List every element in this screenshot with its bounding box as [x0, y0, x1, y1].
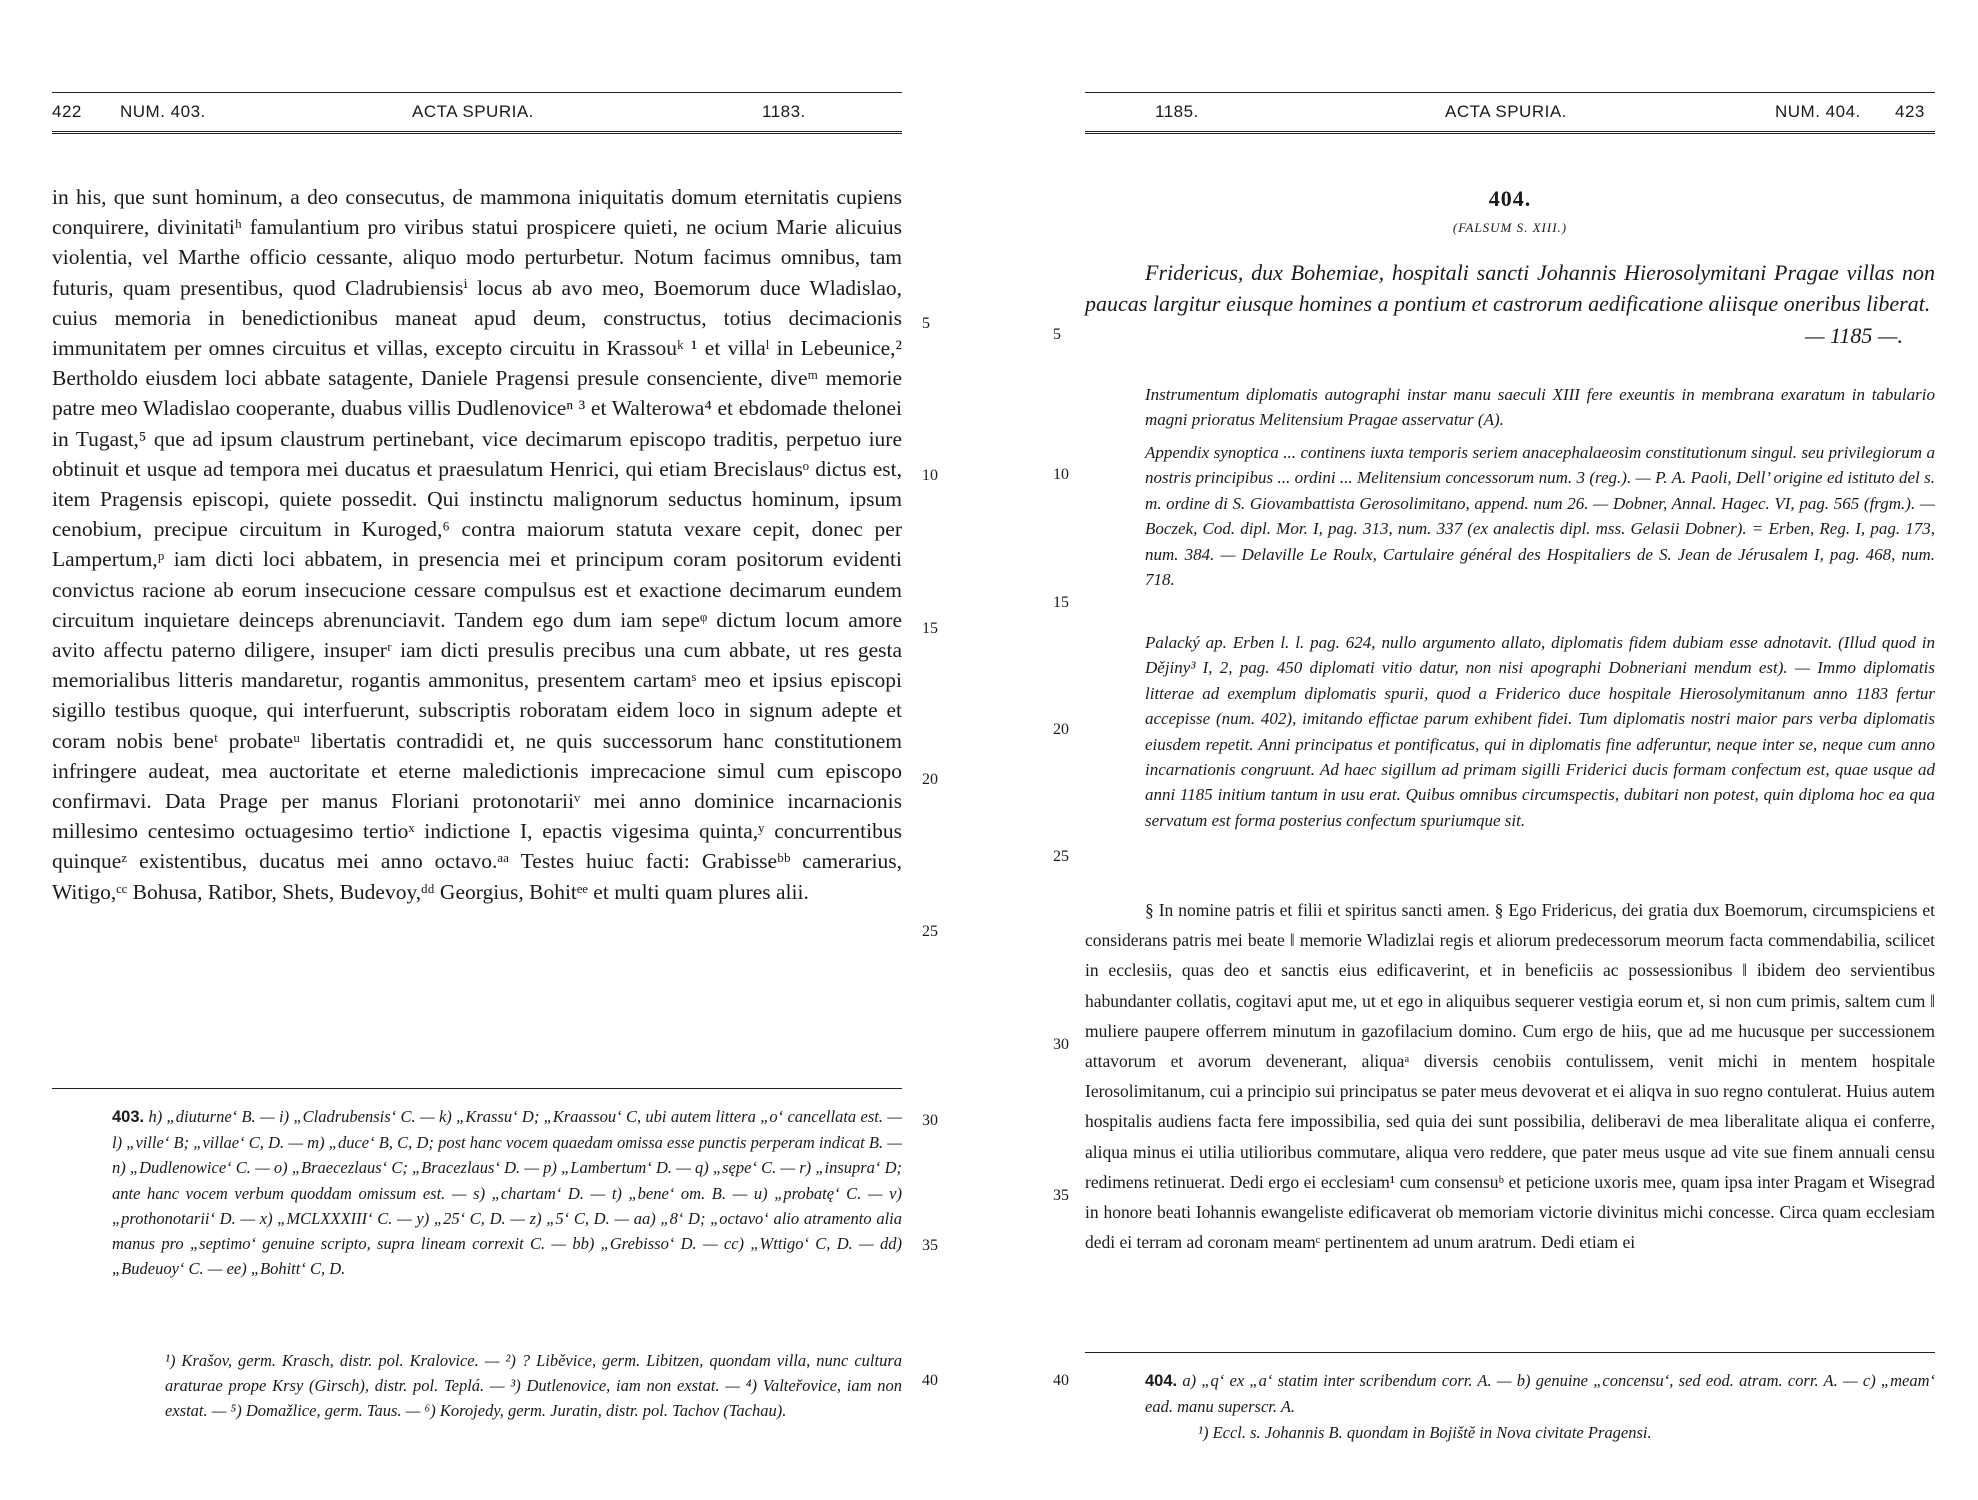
header-title: ACTA SPURIA.: [412, 102, 534, 121]
footnote-places: ¹) Eccl. s. Johannis B. quondam in Bojiště in Nova civitate Pragensi.: [1198, 1423, 1652, 1442]
regest: Fridericus, dux Bohemiae, hospitali sancti Johannis Hierosolymitani Pragae villas non paucas largitur eiusque homines a pontium et castrorum aedificatione aliisque oneribus liberat.: [1085, 260, 1935, 316]
line-number: 40: [922, 1372, 938, 1389]
page-number: 422: [52, 102, 82, 121]
note-editions: Appendix synoptica ... continens iuxta temporis seriem anacephalaeosim constitutionum singul. seu privilegiorum a nostris principibus ... ordini ... Melitensium concessorum num. 3 (reg.). — P. A. Paoli, Dell’ origine ed istituto del s. m. ordine di S. Giovambattista Gerosolimitano, append. num 26. — Dobner, Annal. Hagec. VI, pag. 565 (frgm.). — Boczek, Cod. dipl. Mor. I, pag. 313, num. 337 (ex analectis dipl. mss. Gelasii Dobner). = Erben, Reg. I, pag. 173, num. 384. — Delaville Le Roulx, Cartulaire général des Hospitaliers de S. Jean de Jérusalem I, pag. 468, num. 718.: [1145, 443, 1935, 590]
footnote-variants: [1145, 1368, 1935, 1419]
line-number: 10: [1053, 466, 1069, 483]
line-number: 35: [922, 1237, 938, 1254]
line-number: 40: [1053, 1372, 1069, 1389]
header-doc-number: NUM. 404.: [1775, 102, 1861, 121]
line-number: 15: [1053, 594, 1069, 611]
header-year: 1185.: [1155, 102, 1199, 121]
regest-date: — 1185 —.: [1805, 323, 1903, 348]
header-title: ACTA SPURIA.: [1445, 102, 1567, 121]
footnote-number: 403.: [112, 1108, 145, 1126]
document-number: 404.: [1488, 186, 1532, 211]
line-number: 20: [922, 771, 938, 788]
line-number: 10: [922, 467, 938, 484]
line-number: 15: [922, 620, 938, 637]
line-number: 30: [1053, 1036, 1069, 1053]
main-text: § In nomine patris et filii et spiritus sancti amen. § Ego Fridericus, dei gratia dux Boemorum, circumspiciens et considerans patris mei beate ‖ memorie Wladizlai regis et aliorum predecessorum meorum facta commendabilia, scilicet in ecclesiis, quas deo et sanctis eius edificaverint, et in beneficiis ac possessionibus ‖ ibidem deo servientibus habundanter collatis, cogitavi aput me, ut et ego in aliquibus sequerer vestigia eorum et, si non cum primis, saltem cum ‖ muliere paupere offerrem minutum in gazofilacium domino. Cum ergo de hiis, que ad me hucusque per successionem attavorum et avorum devenerant, aliquaᵃ diversis cenobiis contulissem, venit michi in mentem hospitale Ierosolimitanum, cui a principio sui principatus se pater meus devoverat et ei aliqva in suo regno contulerat. Huius autem hospitalis audiens facta fere impossibilia, sed quia dei sunt possibilia, deliberavi de mea liberalitate aliqua ei conferre, aliqua minus ei utilia utilioribus commutare, aliqua vero reddere, que pater meus usque ad vite sue finem annuali censu redimens retinuerat. Dedi ergo ei ecclesiam¹ cum consensuᵇ et peticione uxoris mee, quam ipsa inter Pragam et Wisegrad in honore beati Iohannis ewangeliste edificaverat ob memoriam victorie divinitus michi concesse. Circa quam ecclesiam dedi ei terram ad coronam meamᶜ pertinentem ad unum aratrum. Dedi etiam ei: [1085, 900, 1935, 1253]
footnote-variants: [112, 1104, 902, 1281]
footnote-separator: [52, 1088, 902, 1089]
document-tag: (FALSUM S. XIII.): [1452, 220, 1568, 235]
footnote-separator: [1085, 1352, 1935, 1353]
line-number: 5: [1053, 326, 1061, 343]
line-number: 25: [922, 923, 938, 940]
footnote-number: 404.: [1145, 1372, 1178, 1390]
line-number: 20: [1053, 721, 1069, 738]
right-page: [1053, 0, 1936, 1500]
line-number: 5: [922, 315, 930, 332]
header-year: 1183.: [762, 102, 806, 121]
footnote-variants-text: h) „diuturne‘ B. — i) „Cladrubensis‘ C. — k) „Krassu‘ D; „Kraassou‘ C, ubi autem littera „o‘ cancellata est. — l) „ville‘ B; „villae‘ C, D. — m) „duce‘ B, C, D; post hanc vocem quaedam omissa esse punctis perperam indicat B. — n) „Dudlenowice‘ C. — o) „Braecezlaus‘ C; „Bracezlaus‘ D. — p) „Lambertum‘ D. — q) „sępe‘ C. — r) „insupra‘ D; ante hanc vocem verbum quoddam omissum est. — s) „chartam‘ D. — t) „bene‘ om. B. — u) „probatę‘ C. — v) „prothonotarii‘ D. — x) „MCLXXXIII‘ C. — y) „25‘ C, D. — z) „5‘ C, D. — aa) „8‘ D; „octavo‘ alio atramento alia manus pro „septimo‘ genuine scripto, supra lineam correxit C. — bb) „Grebisso‘ D. — cc) „Wttigo‘ C, D. — dd) „Budeuoy‘ C. — ee) „Bohitt‘ C, D.: [112, 1107, 902, 1279]
line-number: 35: [1053, 1187, 1069, 1204]
page-number: 423: [1895, 102, 1925, 121]
running-header: [1085, 92, 1935, 134]
footnote-places: ¹) Krašov, germ. Krasch, distr. pol. Kralovice. — ²) ? Liběvice, germ. Libitzen, quondam villa, nunc cultura araturae prope Krsy (Girsch), distr. pol. Teplá. — ³) Dutlenovice, iam non exstat. — ⁴) Valteřovice, iam non exstat. — ⁵) Domažlice, germ. Taus. — ⁶) Korojedy, germ. Juratin, distr. pol. Tachov (Tachau).: [165, 1351, 902, 1421]
line-number: 30: [922, 1112, 938, 1129]
line-number: 25: [1053, 848, 1069, 865]
running-header: [52, 92, 902, 134]
left-page: [52, 0, 938, 1500]
note-manuscript: Instrumentum diplomatis autographi instar manu saeculi XIII fere exeuntis in membrana exaratum in tabulario magni prioratus Melitensium Pragae asservatur (A).: [1145, 385, 1935, 430]
header-doc-number: NUM. 403.: [120, 102, 206, 121]
body-text: in his, que sunt hominum, a deo consecutus, de mammona iniquitatis domum eternitatis cupiens conquirere, divinitatiʰ famulantium pro viribus statui prospicere quieti, ne ocium Marie alicuius violentia, vel Marthe officio cessante, aliquo modo perturbetur. Notum facimus omnibus, tam futuris, quam presentibus, quod Cladrubiensisⁱ locus ab avo meo, Boemorum duce Wladislao, cuius memoria in benedictionibus maneat apud deum, constructus, totius decimacionis immunitatem per omnes circuitus et villas, excepto circuitu in Krassouᵏ ¹ et villaˡ in Lebeunice,² Bertholdo eiusdem loci abbate satagente, Daniele Pragensi presule consenciente, diveᵐ memorie patre meo Wladislao cooperante, duabus villis Dudlenoviceⁿ ³ et Walterowa⁴ et ebdomade thelonei in Tugast,⁵ que ad ipsum claustrum pertinebant, vice decimarum episcopo traditis, perpetuo iure obtinuit et usque ad tempora mei ducatus et praesulatum Henrici, qui etiam Brecislausᵒ dictus est, item Pragensis episcopi, quiete possedit. Qui instinctu malignorum seductus hominum, ipsum cenobium, precipue circuitum in Kuroged,⁶ contra maiorum statuta vexare cepit, donec per Lampertum,ᵖ iam dicti loci abbatem, in presencia mei et principum coram positorum evidenti convictus racione ab eorum insecucione cessare compulsus est et exactione decimarum eundem circuitum inquietare deinceps abrenunciavit. Tandem ego dum iam sepeᵠ dictum locum amore avito affectu paterno diligere, insuperʳ iam dicti presulis precibus una cum abbate, ut res gesta memorialibus litteris mandaretur, rogantis ammonitus, presentem cartamˢ meo et ipsius episcopi sigillo testibus quoque, qui interfuerunt, subscriptis roboratam eidem loco in signum adepte et coram nobis beneᵗ probateᵘ libertatis contradidi et, ne quis successorum hanc constitutionem infringere audeat, mea auctoritate et eterne maledictionis imprecacione simul cum episcopo confirmavi. Data Prage per manus Floriani protonotariiᵛ mei anno dominice incarnacionis millesimo centesimo octuagesimo tertioˣ indictione I, epactis vigesima quinta,ʸ concurrentibus quinqueᶻ existentibus, ducatus mei anno octavo.ᵃᵃ Testes huiuc facti: Grabisseᵇᵇ camerarius, Witigo,ᶜᶜ Bohusa, Ratibor, Shets, Budevoy,ᵈᵈ Georgius, Bohitᵉᵉ et multi quam plures alii.: [52, 185, 902, 904]
footnote-variants-text: a) „q‘ ex „a‘ statim inter scribendum corr. A. — b) genuine „concensu‘, sed eod. atram. corr. A. — c) „meam‘ ead. manu superscr. A.: [1145, 1371, 1936, 1417]
note-commentary: Palacký ap. Erben l. l. pag. 624, nullo argumento allato, diplomatis fidem dubiam esse adnotavit. (Illud quod in Dějiny³ I, 2, pag. 450 diplomati vitio datur, non nisi apographi Dobneriani mendum est). — Immo diplomatis litterae ad exemplum diplomatis spurii, quod a Friderico duce hospitale Hierosolymitanum anno 1183 fertur accepisse (num. 402), imitando effictae parum exhibent fidei. Tum diplomatis nostri maior pars verba diplomatis eiusdem repetit. Anni principatus et pontificatus, qui in diplomatis fine adferuntur, neque inter se, neque cum anno incarnationis congruunt. Ad haec sigillum ad primam sigilli Friderici ducis formam confectum est, quae usque ad anni 1185 initium tantum in usu erat. Quibus omnibus circumspectis, dubitari non potest, quin diploma hoc ea qua servatum est forma posterius confectum spuriumque sit.: [1145, 633, 1935, 830]
